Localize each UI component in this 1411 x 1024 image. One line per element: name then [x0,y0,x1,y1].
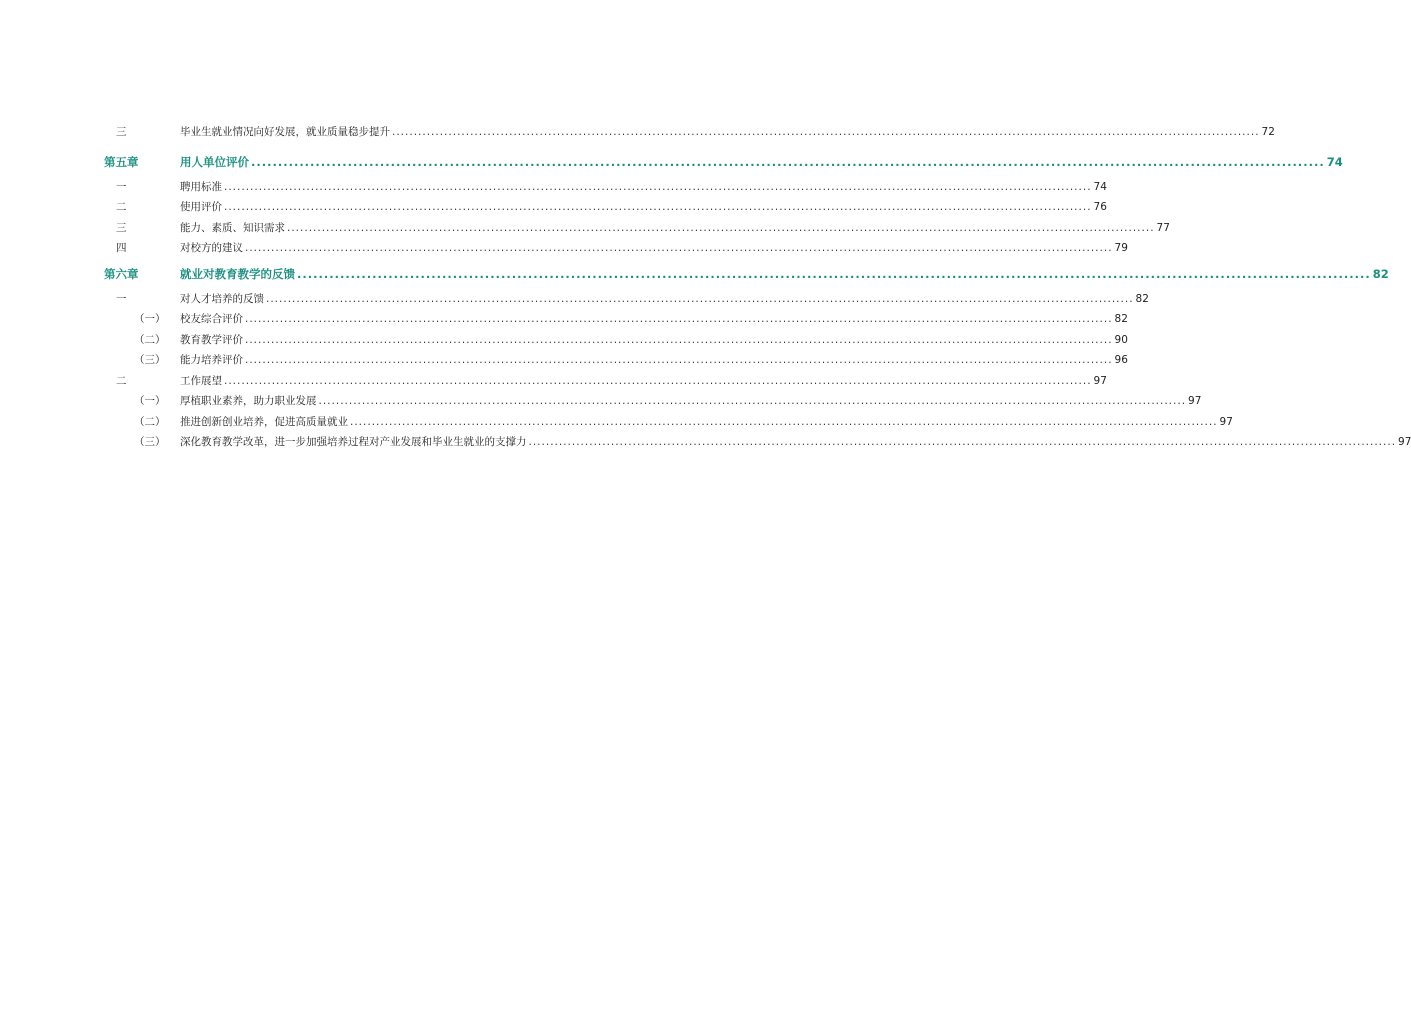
dot-leader: ........................................................................................................................................................................................................ [350,415,1218,428]
toc-entry[interactable] [0,218,1170,239]
toc-entry[interactable] [0,177,1107,198]
toc-subentry-number: （三） [134,354,166,367]
toc-chapter-number: 第五章 [104,154,139,169]
toc-subentry-title: 推进创新创业培养，促进高质量就业 [180,415,348,428]
toc-entry[interactable] [0,197,1107,218]
toc-subentry-title: 能力培养评价 [180,354,243,367]
toc-chapter-title: 就业对教育教学的反馈 [180,266,295,281]
toc-subentry-number: （三） [134,436,166,449]
toc-chapter-page: 74 [1326,154,1343,169]
toc-subentry-number: （二） [134,415,166,428]
toc-entry-number: 二 [116,201,127,214]
toc-entry-title: 对校方的建议 [180,242,243,255]
dot-leader: ........................................................................................................................................................................................................ [297,266,1371,281]
dot-leader: ........................................................................................................................................................................................................ [245,333,1113,346]
toc-entry-page: 97 [1093,374,1107,387]
toc-entry-title: 对人才培养的反馈 [180,292,264,305]
toc-subentry[interactable] [0,309,1128,330]
toc-chapter-number: 第六章 [104,266,139,281]
toc-entry-title: 工作展望 [180,374,222,387]
toc-subentry-page: 96 [1114,354,1128,367]
toc-entry-number: 一 [116,292,127,305]
toc-entry-title: 毕业生就业情况向好发展，就业质量稳步提升 [180,126,390,139]
dot-leader: ........................................................................................................................................................................................................ [245,313,1113,326]
toc-entry-page: 79 [1114,242,1128,255]
toc-entry[interactable] [0,289,1149,310]
toc-entry-page: 76 [1093,201,1107,214]
toc-entry-number: 三 [116,221,127,234]
toc-entry-page: 72 [1261,126,1275,139]
toc-subentry-page: 97 [1188,395,1202,408]
toc-entry-page: 74 [1093,180,1107,193]
dot-leader: ........................................................................................................................................................................................................ [528,436,1397,449]
dot-leader: ........................................................................................................................................................................................................ [251,154,1325,169]
dot-leader: ........................................................................................................................................................................................................ [224,374,1092,387]
dot-leader: ........................................................................................................................................................................................................ [245,242,1113,255]
toc-entry-number: 三 [116,126,127,139]
toc-subentry-number: （二） [134,333,166,346]
dot-leader: ........................................................................................................................................................................................................ [266,292,1134,305]
toc-chapter[interactable] [0,147,1343,177]
toc-subentry[interactable] [0,391,1202,412]
toc-entry-page: 82 [1135,292,1149,305]
toc-subentry[interactable] [0,412,1233,433]
dot-leader: ........................................................................................................................................................................................................ [392,126,1260,139]
toc-subentry[interactable] [0,350,1128,371]
toc-subentry[interactable] [0,432,1411,453]
toc-entry[interactable] [0,122,1275,143]
toc-entry-number: 四 [116,242,127,255]
dot-leader: ........................................................................................................................................................................................................ [224,180,1092,193]
toc-entry[interactable] [0,371,1107,392]
toc-chapter-title: 用人单位评价 [180,154,249,169]
toc-entry-number: 二 [116,374,127,387]
toc-chapter[interactable] [0,259,1389,289]
toc-subentry-page: 82 [1114,313,1128,326]
toc-entry-title: 聘用标准 [180,180,222,193]
toc-subentry-title: 校友综合评价 [180,313,243,326]
toc-entry-title: 使用评价 [180,201,222,214]
dot-leader: ........................................................................................................................................................................................................ [245,354,1113,367]
toc-subentry-title: 深化教育教学改革，进一步加强培养过程对产业发展和毕业生就业的支撑力 [180,436,527,449]
toc-subentry-title: 教育教学评价 [180,333,243,346]
dot-leader: ........................................................................................................................................................................................................ [224,201,1092,214]
toc-entry[interactable] [0,238,1128,259]
table-of-contents [0,122,1411,453]
toc-subentry-page: 97 [1219,415,1233,428]
toc-chapter-page: 82 [1372,266,1389,281]
dot-leader: ........................................................................................................................................................................................................ [287,221,1155,234]
toc-entry-page: 77 [1156,221,1170,234]
toc-subentry-number: （一） [134,395,166,408]
toc-entry-number: 一 [116,180,127,193]
toc-subentry-page: 97 [1398,436,1411,449]
dot-leader: ........................................................................................................................................................................................................ [318,395,1187,408]
toc-subentry-page: 90 [1114,333,1128,346]
toc-entry-title: 能力、素质、知识需求 [180,221,285,234]
toc-subentry[interactable] [0,330,1128,351]
toc-subentry-title: 厚植职业素养，助力职业发展 [180,395,317,408]
toc-subentry-number: （一） [134,313,166,326]
